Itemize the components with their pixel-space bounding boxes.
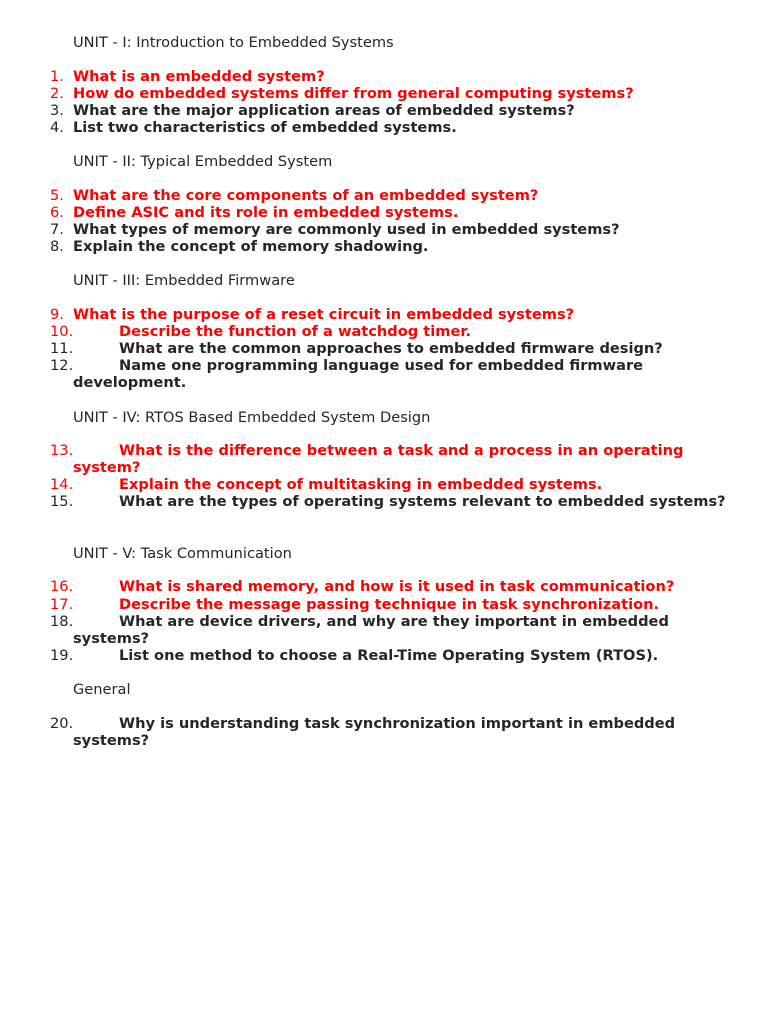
- question-number: 14.: [50, 476, 74, 493]
- question-item: [0, 323, 768, 340]
- question-text: What is the difference between a task and a process in an operating system?: [73, 442, 684, 476]
- question-item: [0, 187, 768, 204]
- question-number: 1.: [50, 68, 64, 85]
- question-number: 13.: [50, 442, 74, 459]
- question-text: Define ASIC and its role in embedded systems.: [73, 204, 459, 221]
- question-number: 5.: [50, 187, 64, 204]
- question-number: 17.: [50, 596, 74, 613]
- question-text: Explain the concept of memory shadowing.: [73, 238, 429, 255]
- unit-heading: General: [73, 681, 131, 698]
- question-item: [0, 715, 768, 749]
- question-number: 6.: [50, 204, 64, 221]
- unit-heading: UNIT - II: Typical Embedded System: [73, 153, 333, 170]
- question-item: [0, 357, 768, 391]
- question-item: [0, 238, 768, 255]
- question-item: [0, 221, 768, 238]
- question-number: 15.: [50, 493, 74, 510]
- question-item: [0, 306, 768, 323]
- unit-heading: UNIT - III: Embedded Firmware: [73, 272, 295, 289]
- question-text: Name one programming language used for embedded firmware development.: [73, 357, 644, 391]
- question-number: 2.: [50, 85, 64, 102]
- unit-heading: UNIT - IV: RTOS Based Embedded System Design: [73, 409, 431, 426]
- question-text: List two characteristics of embedded systems.: [73, 119, 457, 136]
- question-text: What are the common approaches to embedded firmware design?: [119, 340, 663, 357]
- question-item: [0, 647, 768, 664]
- question-item: [0, 476, 768, 493]
- question-text: What are the core components of an embedded system?: [73, 187, 539, 204]
- question-item: [0, 493, 768, 510]
- question-text: What is an embedded system?: [73, 68, 325, 85]
- question-item: [0, 340, 768, 357]
- question-item: [0, 613, 768, 647]
- question-text: List one method to choose a Real-Time Operating System (RTOS).: [119, 647, 659, 664]
- question-text: What is the purpose of a reset circuit in embedded systems?: [73, 306, 575, 323]
- question-item: [0, 578, 768, 595]
- question-number: 4.: [50, 119, 64, 136]
- question-number: 12.: [50, 357, 74, 374]
- question-text: What are the types of operating systems relevant to embedded systems?: [119, 493, 726, 510]
- question-number: 16.: [50, 578, 74, 595]
- question-number: 7.: [50, 221, 64, 238]
- question-text: What types of memory are commonly used in embedded systems?: [73, 221, 620, 238]
- question-text: Why is understanding task synchronization important in embedded systems?: [73, 715, 676, 749]
- question-item: [0, 68, 768, 85]
- question-number: 20.: [50, 715, 74, 732]
- question-text: Describe the function of a watchdog timer.: [119, 323, 472, 340]
- question-item: [0, 119, 768, 136]
- question-text: Describe the message passing technique in task synchronization.: [119, 596, 660, 613]
- question-text: What is shared memory, and how is it used in task communication?: [119, 578, 675, 595]
- question-item: [0, 596, 768, 613]
- question-number: 11.: [50, 340, 74, 357]
- question-number: 10.: [50, 323, 74, 340]
- question-text: How do embedded systems differ from general computing systems?: [73, 85, 634, 102]
- question-number: 19.: [50, 647, 74, 664]
- question-item: [0, 204, 768, 221]
- question-number: 8.: [50, 238, 64, 255]
- question-number: 9.: [50, 306, 64, 323]
- unit-heading: UNIT - V: Task Communication: [73, 545, 292, 562]
- question-text: What are the major application areas of embedded systems?: [73, 102, 575, 119]
- question-item: [0, 442, 768, 476]
- question-item: [0, 85, 768, 102]
- question-number: 18.: [50, 613, 74, 630]
- question-item: [0, 102, 768, 119]
- question-number: 3.: [50, 102, 64, 119]
- unit-heading: UNIT - I: Introduction to Embedded Systems: [73, 34, 394, 51]
- question-text: Explain the concept of multitasking in embedded systems.: [119, 476, 603, 493]
- question-text: What are device drivers, and why are they important in embedded systems?: [73, 613, 669, 647]
